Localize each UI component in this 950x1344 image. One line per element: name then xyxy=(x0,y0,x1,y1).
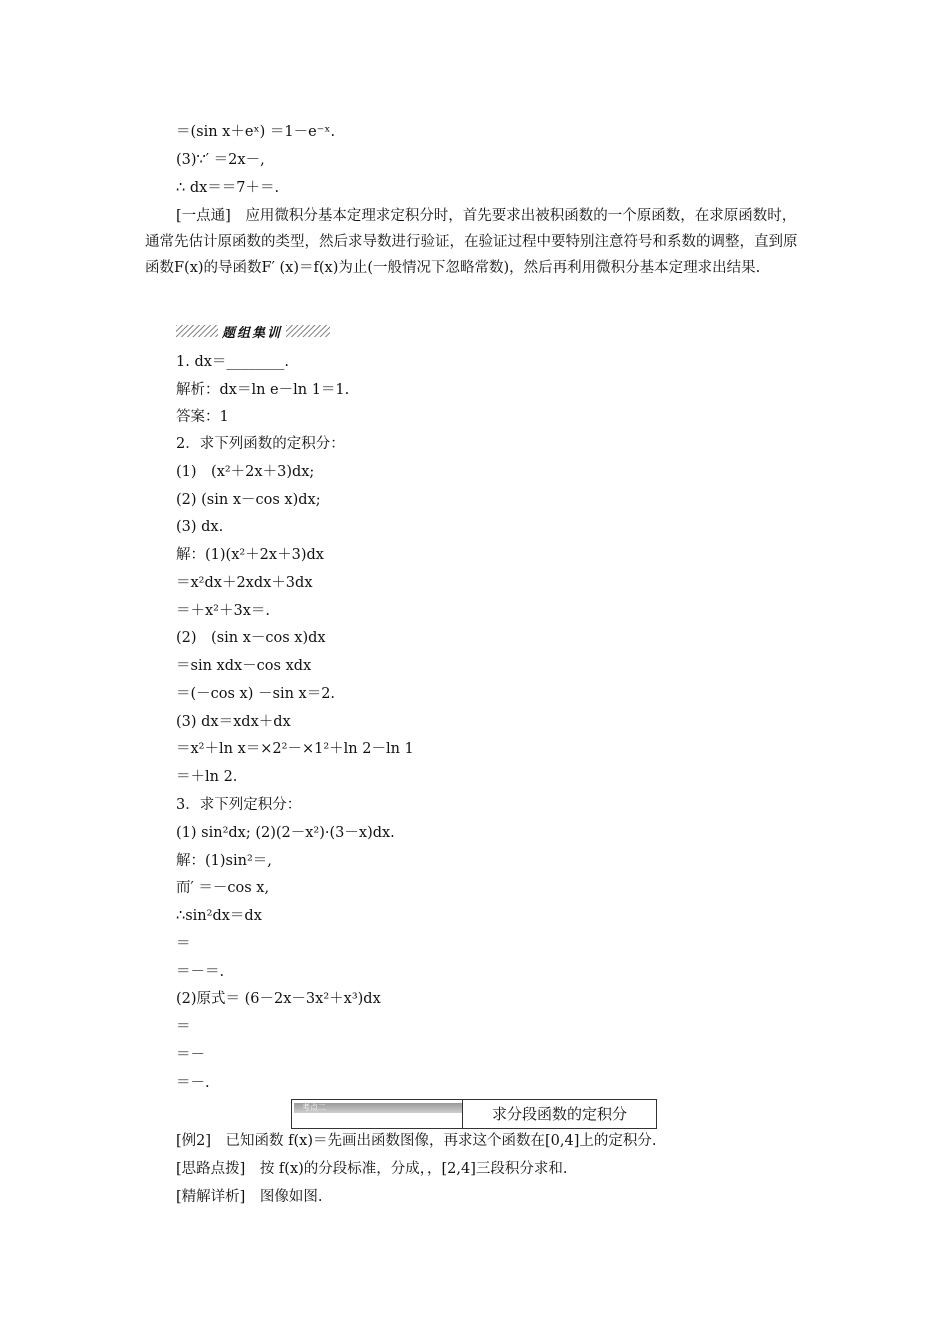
text-line: ＝x²＋ln x＝×2²－×1²＋ln 2－ln 1 xyxy=(176,741,414,757)
text-line: ＝－. xyxy=(176,1075,210,1091)
text-line: (1) sin²dx; (2)(2－x²)·(3－x)dx. xyxy=(176,825,395,841)
text-line: ＝(－cos x) －sin x＝2. xyxy=(176,686,336,702)
text-line: ＝x²dx＋2xdx＋3dx xyxy=(176,575,313,591)
text-line: [例2] 已知函数 f(x)＝先画出函数图像，再求这个函数在[0,4]上的定积分. xyxy=(176,1133,657,1149)
text-line: ＝＋x²＋3x＝. xyxy=(176,603,271,619)
text-line: ＝(sin x＋eˣ) ＝1－e⁻ˣ. xyxy=(176,124,336,140)
text-line: [思路点拨] 按 f(x)的分段标准，分成，，[2,4]三段积分求和. xyxy=(176,1161,568,1177)
section-title: 求分段函数的定积分 xyxy=(462,1100,656,1128)
text-line: 3．求下列定积分： xyxy=(176,797,302,813)
text-line: (1) (x²＋2x＋3)dx; xyxy=(176,464,315,480)
section-tag: 考点二 xyxy=(294,1103,462,1113)
section-header xyxy=(291,1099,657,1129)
text-line: (3) dx＝xdx＋dx xyxy=(176,714,291,730)
text-line: ＝－ xyxy=(176,1047,205,1063)
text-line: [精解详析] 图像如图. xyxy=(176,1189,323,1205)
text-line: ＝＋ln 2. xyxy=(176,769,238,785)
text-line: ＝ xyxy=(176,936,191,952)
text-line: 而′ ＝－cos x, xyxy=(176,880,270,896)
tip-paragraph: [一点通] 应用微积分基本定理求定积分时，首先要求出被积函数的一个原函数，在求原函数时，通常先估计原函数的类型，然后求导数进行验证，在验证过程中要特别注意符号和系数的调整，直到原函数F(x)的导函数F′ (x)＝f(x)为止(一般情况下忽略常数)，然后再利用微积分基本定理求出结果. xyxy=(145,208,798,276)
text-line: 解：(1)(x²＋2x＋3)dx xyxy=(176,547,324,563)
text-line: (2)原式＝ (6－2x－3x²＋x³)dx xyxy=(176,991,381,1007)
text-line: ∴ dx＝＝7＋＝. xyxy=(176,180,280,196)
text-line: (3) dx. xyxy=(176,519,224,535)
hatch-decoration-icon xyxy=(286,325,330,337)
section-banner xyxy=(176,322,330,340)
text-line: ∴sin²dx＝dx xyxy=(176,908,262,924)
text-line: ＝sin xdx－cos xdx xyxy=(176,658,312,674)
text-line: (3)∵′ ＝2x－, xyxy=(176,152,265,168)
text-line: 1. dx＝________. xyxy=(176,354,290,370)
text-line: ＝ xyxy=(176,1019,191,1035)
text-line: 2．求下列函数的定积分： xyxy=(176,436,345,452)
text-line: 解析：dx＝ln e－ln 1＝1. xyxy=(176,382,350,398)
hatch-decoration-icon xyxy=(176,325,218,337)
text-line: 解：(1)sin²＝, xyxy=(176,853,272,869)
text-line: (2) (sin x－cos x)dx xyxy=(176,630,326,646)
text-line: 答案：1 xyxy=(176,409,229,425)
banner-title: 题组集训 xyxy=(222,325,283,341)
text-line: ＝－＝. xyxy=(176,964,225,980)
text-line: (2) (sin x－cos x)dx; xyxy=(176,492,321,508)
